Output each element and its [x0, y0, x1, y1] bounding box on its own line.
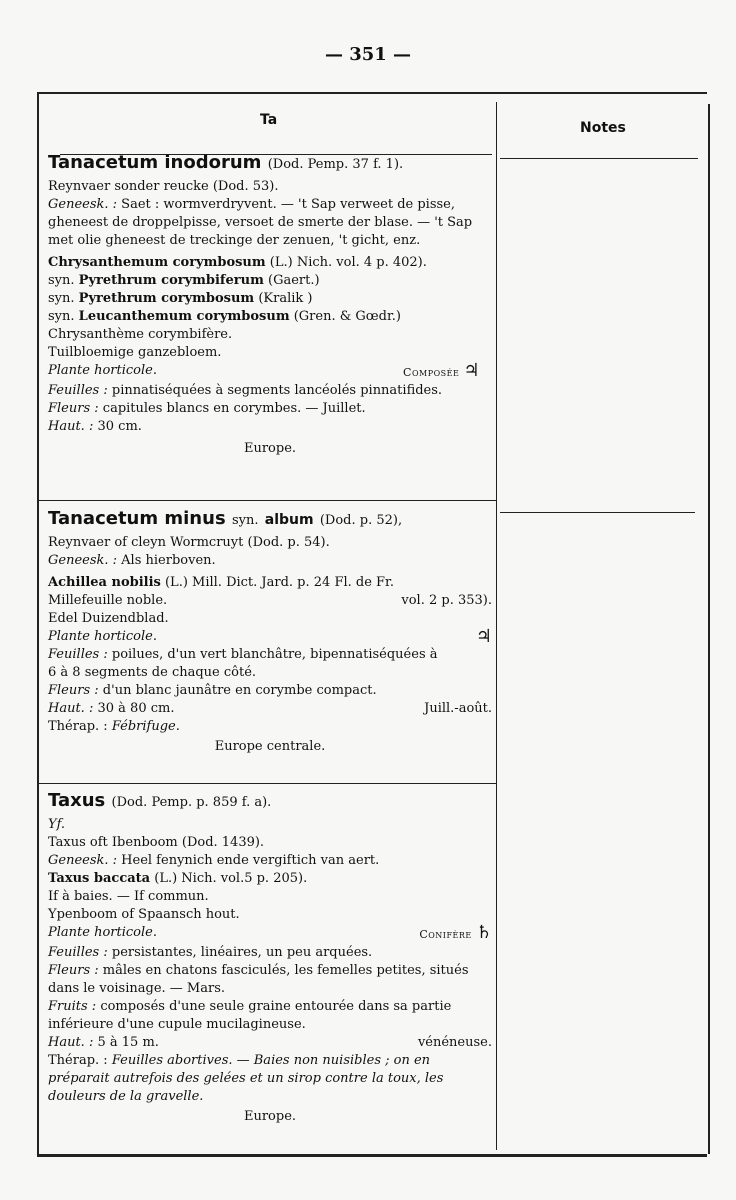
paragraph: Thérap. : Feuilles abortives. — Baies non nuisibles ; on en préparait autrefois des gelées et un sirop contre la toux, les douleurs de la gravelle. — [48, 1053, 444, 1104]
line: Ypenboom of Spaansch hout. — [48, 907, 240, 922]
header-rule-right — [500, 158, 698, 159]
line: Geneesk. : Als hierboven. — [48, 553, 216, 568]
line: Taxus baccata (L.) Nich. vol.5 p. 205). — [48, 871, 308, 886]
line: Taxus oft Ibenboom (Dod. 1439). — [48, 835, 265, 850]
column-header-notes: Notes — [580, 120, 626, 136]
entry-rule — [39, 783, 496, 784]
entry-tanacetum-minus: Tanacetum minus syn. album (Dod. p. 52), Reynvaer of cleyn Wormcruyt (Dod. p. 54). Geneesk. : Als hierboven. Achillea nobilis (L.) Mill. Dict. Jard. p. 24 Fl. de Fr. Millefeuille noble. vol. 2 p. 353). Edel Duizendblad. Plante horticole. ♃ Feuilles : poilues, d'un vert blanchâtre, bipennatiséquées à 6 à 8 segments de chaque côté. Fleurs : d'un blanc jaunâtre en corymbe compact. Haut. : 30 à 80 cm. Juill.-août. Thérap. : Fébrifuge. Europe centrale. — [48, 508, 492, 754]
line: Haut. : 30 cm. — [48, 419, 142, 434]
line: Haut. : 5 à 15 m. vénéneuse. — [48, 1035, 492, 1050]
line: Feuilles : poilues, d'un vert blanchâtre, bipennatiséquées à — [48, 647, 438, 662]
column-divider — [496, 102, 497, 1150]
region: Europe. — [243, 441, 297, 456]
line: Fleurs : capitules blancs en corymbes. — Juillet. — [48, 401, 366, 416]
line: Geneesk. : Heel fenynich ende vergiftich van aert. — [48, 853, 380, 868]
line: Plante horticole. Composée ♃ — [48, 360, 480, 381]
notes-rule — [500, 512, 695, 513]
line: syn. Leucanthemum corymbosum (Gren. & Gœdr.) — [48, 309, 401, 324]
page-number: — 351 — — [324, 44, 412, 65]
perennial-symbol: ♃ — [475, 626, 492, 647]
saturn-symbol: ♄ — [475, 922, 492, 943]
line: Plante horticole. ♃ — [48, 626, 492, 647]
entry-reference: (Dod. Pemp. 37 f. 1). — [267, 157, 404, 172]
entry-taxus — [48, 788, 492, 1126]
line: If à baies. — If commun. — [48, 889, 209, 904]
line: Reynvaer of cleyn Wormcruyt (Dod. p. 54). — [48, 535, 330, 550]
line: Feuilles : pinnatiséquées à segments lancéolés pinnatifides. — [48, 383, 443, 398]
entry-title: Tanacetum minus — [48, 508, 226, 529]
entry-title: Tanacetum inodorum — [48, 152, 262, 173]
line: Achillea nobilis (L.) Mill. Dict. Jard. p. 24 Fl. de Fr. — [48, 575, 394, 590]
line: Yf. — [48, 817, 66, 832]
line: Millefeuille noble. vol. 2 p. 353). — [48, 593, 492, 608]
entry-reference: (Dod. Pemp. p. 859 f. a). — [111, 795, 272, 810]
line: 6 à 8 segments de chaque côté. — [48, 665, 257, 680]
line: Tuilbloemige ganzebloem. — [48, 345, 222, 360]
line: Feuilles : persistantes, linéaires, un peu arquées. — [48, 945, 373, 960]
line: Edel Duizendblad. — [48, 611, 169, 626]
paragraph: Geneesk. : Saet : wormverdryvent. — 't Sap verweet de pisse, gheneest de droppelpisse, versoet de smerte der blase. — 't Sap met olie gheneest de treckinge der zenuen, 't gicht, enz. — [48, 197, 473, 248]
line: Thérap. : Fébrifuge. — [48, 719, 180, 734]
line: syn. Pyrethrum corymbosum (Kralik ) — [48, 291, 313, 306]
line: syn. Pyrethrum corymbiferum (Gaert.) — [48, 273, 320, 288]
region: Europe. — [243, 1109, 297, 1124]
paragraph: Fruits : composés d'une seule graine entourée dans sa partie inférieure d'une cupule mucilagineuse. — [48, 999, 452, 1032]
entry-title: Taxus — [48, 790, 106, 811]
perennial-symbol: ♃ — [463, 360, 480, 381]
line: Plante horticole. Conifère ♄ — [48, 922, 492, 943]
entry-tanacetum-inodorum — [48, 150, 492, 458]
paragraph: Fleurs : mâles en chatons fasciculés, les femelles petites, situés dans le voisinage. — Mars. — [48, 963, 469, 996]
region: Europe centrale. — [214, 739, 326, 754]
line: Chrysanthemum corymbosum (L.) Nich. vol. 4 p. 402). — [48, 255, 427, 270]
line: Fleurs : d'un blanc jaunâtre en corymbe compact. — [48, 683, 377, 698]
line: Haut. : 30 à 80 cm. Juill.-août. — [48, 701, 492, 716]
line: Chrysanthème corymbifère. — [48, 327, 233, 342]
entry-reference: (Dod. p. 52), — [319, 513, 403, 528]
column-header-ta: Ta — [260, 112, 278, 128]
entry-rule — [39, 500, 496, 501]
line: Reynvaer sonder reucke (Dod. 53). — [48, 179, 279, 194]
